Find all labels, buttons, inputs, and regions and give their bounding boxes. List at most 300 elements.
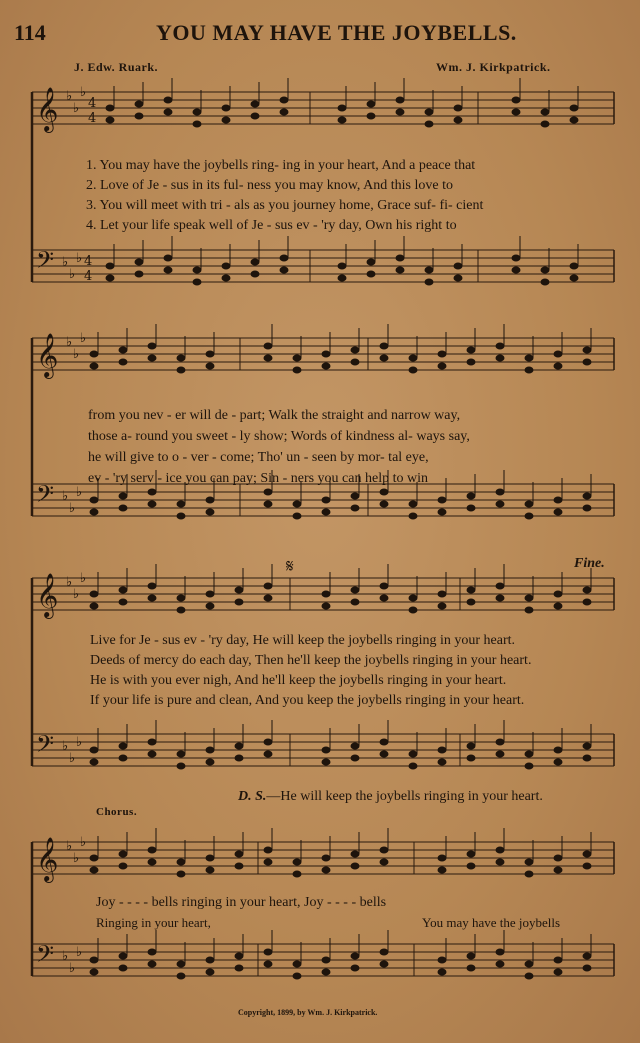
notehead (322, 363, 330, 369)
notehead (193, 279, 201, 285)
notehead (235, 743, 243, 749)
notehead (119, 359, 127, 365)
lyricist-credit: J. Edw. Ruark. (74, 60, 159, 74)
notehead (438, 497, 446, 503)
notehead (438, 351, 446, 357)
notehead (164, 97, 172, 103)
notehead (222, 263, 230, 269)
notehead (367, 113, 375, 119)
notehead (177, 355, 185, 361)
notehead (177, 595, 185, 601)
notehead (206, 867, 214, 873)
notehead (467, 347, 475, 353)
notehead (409, 763, 417, 769)
notehead (251, 101, 259, 107)
notehead (496, 739, 504, 745)
notehead (235, 863, 243, 869)
notehead (351, 599, 359, 605)
notehead (512, 255, 520, 261)
notehead (380, 847, 388, 853)
notehead (351, 493, 359, 499)
notehead (409, 367, 417, 373)
notehead (119, 587, 127, 593)
notehead (135, 101, 143, 107)
notehead (583, 743, 591, 749)
chorus-bass-lyric-right: You may have the joybells (422, 915, 561, 930)
notehead (293, 501, 301, 507)
notehead (135, 113, 143, 119)
notehead (583, 505, 591, 511)
notehead (525, 859, 533, 865)
notehead (583, 851, 591, 857)
notehead (525, 501, 533, 507)
notehead (135, 259, 143, 265)
flat-sign: ♭ (76, 485, 83, 500)
notehead (119, 347, 127, 353)
notehead (119, 505, 127, 511)
notehead (554, 969, 562, 975)
notehead (293, 973, 301, 979)
notehead (467, 599, 475, 605)
flat-sign: ♭ (66, 839, 73, 854)
notehead (467, 965, 475, 971)
verse-line: he will give to o - ver - come; Tho' un - seen by mor- tal eye, (88, 450, 429, 465)
notehead (496, 961, 504, 967)
flat-sign: ♭ (69, 961, 76, 976)
flat-sign: ♭ (76, 735, 83, 750)
notehead (148, 847, 156, 853)
notehead (438, 363, 446, 369)
notehead (206, 351, 214, 357)
bass-clef: 𝄢 (36, 730, 55, 763)
notehead (525, 355, 533, 361)
notehead (338, 263, 346, 269)
flat-sign: ♭ (76, 251, 83, 266)
notehead (554, 867, 562, 873)
bass-clef: 𝄢 (36, 246, 55, 279)
notehead (396, 97, 404, 103)
bass-clef: 𝄢 (36, 940, 55, 973)
verse-line: Deeds of mercy do each day, Then he'll keep the joybells ringing in your heart. (90, 653, 532, 668)
notehead (264, 343, 272, 349)
notehead (193, 267, 201, 273)
notehead (264, 355, 272, 361)
notehead (206, 759, 214, 765)
notehead (148, 961, 156, 967)
copyright-notice: Copyright, 1899, by Wm. J. Kirkpatrick. (238, 1008, 378, 1017)
notehead (177, 859, 185, 865)
notehead (148, 949, 156, 955)
notehead (438, 603, 446, 609)
notehead (512, 97, 520, 103)
verse-line: 1. You may have the joybells ring- ing in your heart, And a peace that (86, 158, 476, 173)
notehead (106, 263, 114, 269)
notehead (496, 489, 504, 495)
notehead (467, 953, 475, 959)
notehead (541, 279, 549, 285)
notehead (351, 965, 359, 971)
flat-sign: ♭ (80, 835, 87, 850)
time-signature: 4 (88, 96, 97, 111)
verse-line: ev - 'ry serv - ice you can pay; Sin - ners you can help to win (88, 471, 428, 486)
treble-clef: 𝄞 (36, 333, 59, 377)
notehead (438, 509, 446, 515)
flat-sign: ♭ (62, 489, 69, 504)
notehead (583, 953, 591, 959)
notehead (409, 607, 417, 613)
notehead (251, 259, 259, 265)
notehead (206, 603, 214, 609)
notehead (425, 121, 433, 127)
notehead (570, 275, 578, 281)
notehead (106, 275, 114, 281)
notehead (251, 113, 259, 119)
notehead (322, 969, 330, 975)
notehead (119, 851, 127, 857)
notehead (496, 343, 504, 349)
notehead (148, 501, 156, 507)
notehead (351, 863, 359, 869)
notehead (380, 355, 388, 361)
page-number: 114 (14, 20, 46, 45)
notehead (351, 851, 359, 857)
notehead (106, 105, 114, 111)
bass-clef: 𝄢 (36, 480, 55, 513)
notehead (90, 957, 98, 963)
notehead (193, 121, 201, 127)
notehead (177, 501, 185, 507)
notehead (554, 363, 562, 369)
notehead (264, 501, 272, 507)
notehead (193, 109, 201, 115)
notehead (554, 747, 562, 753)
notehead (380, 961, 388, 967)
notehead (164, 267, 172, 273)
notehead (438, 867, 446, 873)
flat-sign: ♭ (73, 347, 80, 362)
notehead (264, 859, 272, 865)
notehead (322, 351, 330, 357)
chorus-label: Chorus. (96, 806, 138, 818)
flat-sign: ♭ (62, 255, 69, 270)
notehead (251, 271, 259, 277)
notehead (438, 747, 446, 753)
notehead (425, 267, 433, 273)
notehead (280, 97, 288, 103)
notehead (396, 109, 404, 115)
notehead (264, 847, 272, 853)
dal-segno-line (238, 789, 543, 805)
notehead (467, 851, 475, 857)
notehead (409, 355, 417, 361)
notehead (206, 969, 214, 975)
flat-sign: ♭ (69, 501, 76, 516)
notehead (351, 587, 359, 593)
notehead (338, 105, 346, 111)
notehead (235, 587, 243, 593)
notehead (135, 271, 143, 277)
notehead (583, 587, 591, 593)
notehead (264, 961, 272, 967)
notehead (322, 867, 330, 873)
notehead (438, 855, 446, 861)
flat-sign: ♭ (80, 571, 87, 586)
notehead (280, 255, 288, 261)
notehead (119, 863, 127, 869)
notehead (380, 859, 388, 865)
notehead (496, 859, 504, 865)
flat-sign: ♭ (73, 101, 80, 116)
notehead (264, 751, 272, 757)
notehead (496, 595, 504, 601)
notehead (496, 583, 504, 589)
notehead (496, 751, 504, 757)
notehead (322, 747, 330, 753)
notehead (90, 759, 98, 765)
fine-marking: Fine. (574, 556, 605, 571)
notehead (583, 965, 591, 971)
notehead (293, 367, 301, 373)
notehead (438, 591, 446, 597)
notehead (119, 953, 127, 959)
notehead (264, 583, 272, 589)
notehead (438, 759, 446, 765)
notehead (177, 607, 185, 613)
notehead (293, 355, 301, 361)
notehead (322, 591, 330, 597)
notehead (570, 105, 578, 111)
notehead (525, 871, 533, 877)
notehead (322, 855, 330, 861)
notehead (351, 743, 359, 749)
notehead (90, 747, 98, 753)
notehead (235, 851, 243, 857)
notehead (396, 267, 404, 273)
notehead (380, 751, 388, 757)
notehead (106, 117, 114, 123)
notehead (235, 965, 243, 971)
notehead (425, 109, 433, 115)
notehead (351, 755, 359, 761)
notehead (367, 101, 375, 107)
verse-line: If your life is pure and clean, And you keep the joybells ringing in your heart. (90, 693, 525, 708)
notehead (467, 755, 475, 761)
notehead (467, 493, 475, 499)
chorus-bass-lyric-left: Ringing in your heart, (96, 915, 211, 930)
notehead (367, 271, 375, 277)
notehead (380, 501, 388, 507)
time-signature: 4 (84, 269, 93, 284)
flat-sign: ♭ (66, 335, 73, 350)
notehead (583, 863, 591, 869)
notehead (380, 739, 388, 745)
notehead (409, 751, 417, 757)
notehead (467, 505, 475, 511)
notehead (409, 595, 417, 601)
flat-sign: ♭ (66, 575, 73, 590)
notehead (235, 599, 243, 605)
notehead (148, 751, 156, 757)
notehead (177, 961, 185, 967)
notehead (322, 497, 330, 503)
notehead (367, 259, 375, 265)
notehead (206, 497, 214, 503)
notehead (338, 275, 346, 281)
notehead (90, 351, 98, 357)
notehead (351, 505, 359, 511)
notehead (264, 489, 272, 495)
notehead (496, 355, 504, 361)
time-signature: 4 (88, 111, 97, 126)
verse-line: Live for Je - sus ev - 'ry day, He will keep the joybells ringing in your heart. (90, 633, 516, 648)
notehead (177, 763, 185, 769)
verse-line: He is with you ever nigh, And he'll keep the joybells ringing in your heart. (90, 673, 507, 688)
verse-line: 3. You will meet with tri - als as you journey home, Grace suf- fi- cient (86, 198, 484, 213)
notehead (467, 743, 475, 749)
notehead (90, 855, 98, 861)
notehead (454, 117, 462, 123)
notehead (280, 267, 288, 273)
notehead (148, 343, 156, 349)
notehead (235, 953, 243, 959)
notehead (148, 355, 156, 361)
flat-sign: ♭ (80, 331, 87, 346)
notehead (583, 599, 591, 605)
composer-credit: Wm. J. Kirkpatrick. (436, 60, 551, 74)
notehead (438, 969, 446, 975)
notehead (206, 591, 214, 597)
notehead (454, 275, 462, 281)
treble-clef: 𝄞 (36, 87, 59, 131)
notehead (409, 501, 417, 507)
notehead (525, 595, 533, 601)
notehead (525, 763, 533, 769)
notehead (380, 343, 388, 349)
notehead (148, 595, 156, 601)
notehead (396, 255, 404, 261)
notehead (206, 747, 214, 753)
treble-clef: 𝄞 (36, 837, 59, 881)
notehead (351, 953, 359, 959)
time-signature: 4 (84, 254, 93, 269)
notehead (554, 855, 562, 861)
notehead (148, 583, 156, 589)
notehead (351, 359, 359, 365)
notehead (467, 587, 475, 593)
verse-line: from you nev - er will de - part; Walk the straight and narrow way, (88, 408, 461, 423)
notehead (119, 965, 127, 971)
notehead (148, 859, 156, 865)
notehead (525, 513, 533, 519)
notehead (554, 759, 562, 765)
flat-sign: ♭ (76, 945, 83, 960)
notehead (525, 607, 533, 613)
flat-sign: ♭ (62, 949, 69, 964)
verse-line: those a- round you sweet - ly show; Words of kindness al- ways say, (88, 429, 470, 444)
notehead (570, 263, 578, 269)
notehead (554, 509, 562, 515)
notehead (206, 509, 214, 515)
notehead (525, 961, 533, 967)
flat-sign: ♭ (66, 89, 73, 104)
notehead (583, 493, 591, 499)
notehead (338, 117, 346, 123)
notehead (293, 871, 301, 877)
notehead (409, 513, 417, 519)
notehead (264, 595, 272, 601)
notehead (554, 591, 562, 597)
notehead (177, 973, 185, 979)
notehead (380, 949, 388, 955)
notehead (380, 583, 388, 589)
notehead (541, 109, 549, 115)
notehead (322, 509, 330, 515)
notehead (525, 973, 533, 979)
notehead (554, 603, 562, 609)
notehead (90, 867, 98, 873)
notehead (467, 863, 475, 869)
notehead (322, 957, 330, 963)
notehead (525, 751, 533, 757)
notehead (90, 497, 98, 503)
notehead (583, 755, 591, 761)
notehead (293, 859, 301, 865)
notehead (90, 969, 98, 975)
notehead (177, 751, 185, 757)
notehead (222, 117, 230, 123)
notehead (222, 275, 230, 281)
flat-sign: ♭ (73, 851, 80, 866)
notehead (467, 359, 475, 365)
notehead (541, 267, 549, 273)
notehead (164, 109, 172, 115)
notehead (583, 359, 591, 365)
notehead (583, 347, 591, 353)
notehead (322, 759, 330, 765)
notehead (554, 351, 562, 357)
flat-sign: ♭ (62, 739, 69, 754)
verse-line: 2. Love of Je - sus in its ful- ness you may know, And this love to (86, 178, 453, 193)
ds-text: —He will keep the joybells ringing in your heart. (266, 789, 543, 804)
notehead (512, 267, 520, 273)
notehead (380, 489, 388, 495)
flat-sign: ♭ (69, 751, 76, 766)
notehead (438, 957, 446, 963)
notehead (512, 109, 520, 115)
flat-sign: ♭ (69, 267, 76, 282)
notehead (119, 743, 127, 749)
notehead (496, 501, 504, 507)
segno-sign: 𝄋 (286, 556, 294, 576)
notehead (351, 347, 359, 353)
treble-clef: 𝄞 (36, 573, 59, 617)
notehead (554, 957, 562, 963)
notehead (90, 591, 98, 597)
notehead (119, 599, 127, 605)
notehead (235, 755, 243, 761)
notehead (496, 847, 504, 853)
notehead (280, 109, 288, 115)
notehead (206, 855, 214, 861)
notehead (293, 513, 301, 519)
notehead (119, 493, 127, 499)
flat-sign: ♭ (73, 587, 80, 602)
notehead (322, 603, 330, 609)
notehead (293, 961, 301, 967)
notehead (541, 121, 549, 127)
chorus-lyric: Joy - - - - bells ringing in your heart, Joy - - - - bells (96, 895, 387, 910)
notehead (148, 739, 156, 745)
